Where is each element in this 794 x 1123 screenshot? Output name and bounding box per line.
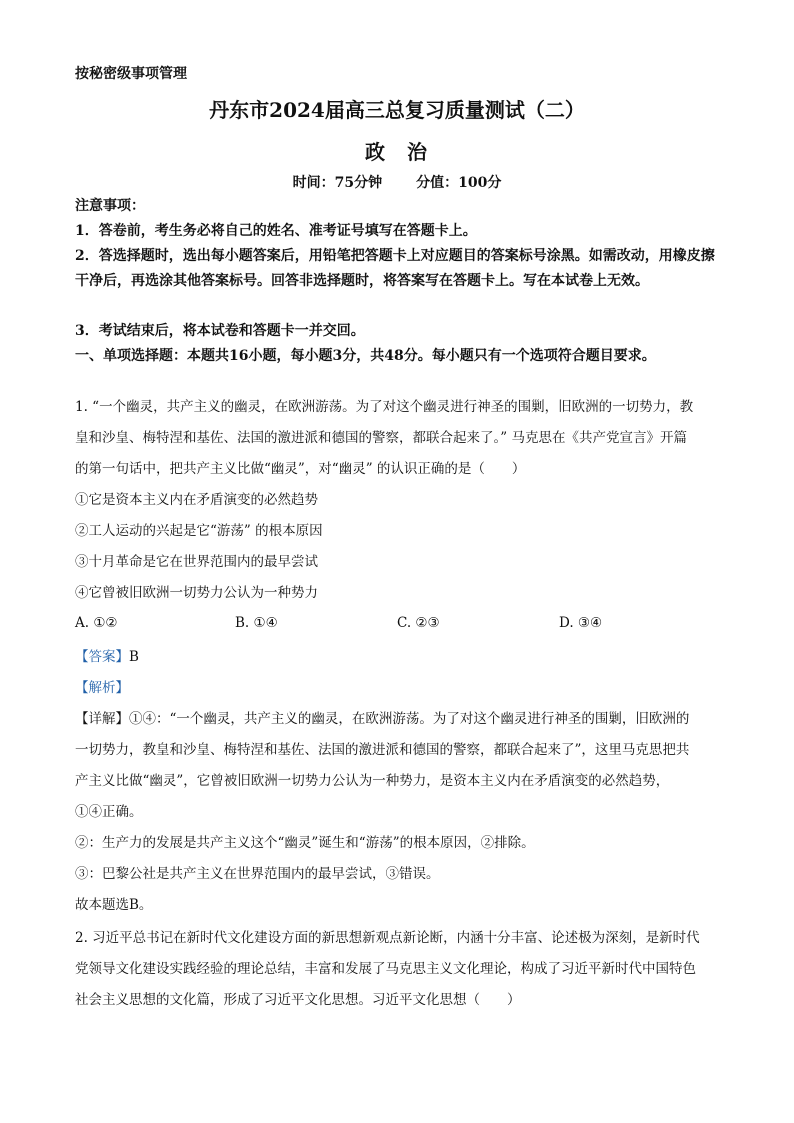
q1-item-2: ②工人运动的兴起是它“游荡” 的根本原因: [75, 523, 323, 539]
q1-item-1: ①它是资本主义内在矛盾演变的必然趋势: [75, 492, 318, 508]
analysis-label: 【解析】: [75, 680, 129, 696]
q1-item-3: ③十月革命是它在世界范围内的最早尝试: [75, 554, 318, 570]
q1-stem-line-2: 皇和沙皇、梅特涅和基佐、法国的激进派和德国的警察，都联合起来了。” 马克思在《共产党宣言》开篇: [75, 430, 687, 446]
q1-detail-line-6: ③：巴黎公社是共产主义在世界范围内的最早尝试，③错误。: [75, 866, 440, 882]
subject-title: [0, 136, 794, 165]
subject-char-2: 治: [407, 140, 429, 164]
q1-detail-line-4: ①④正确。: [75, 804, 143, 820]
q1-conclusion: 故本题选B。: [75, 897, 153, 913]
q1-detail-line-3: 产主义比做“幽灵”，它曾被旧欧洲一切势力公认为一种势力，是资本主义内在矛盾演变的必然趋势，: [75, 773, 670, 789]
q1-option-a: A. ①②: [75, 615, 118, 631]
q1-answer: [75, 647, 139, 667]
q1-option-b: B. ①④: [235, 615, 278, 631]
exam-time: 时间：75分钟: [292, 175, 383, 191]
q1-detail-line-2: 一切势力，教皇和沙皇、梅特涅和基佐、法国的激进派和德国的警察，都联合起来了”，这里马克思把共: [75, 742, 690, 758]
exam-score: 分值：100分: [416, 175, 502, 191]
q1-stem-line-1: 1. “一个幽灵，共产主义的幽灵，在欧洲游荡。为了对这个幽灵进行神圣的围剿，旧欧洲的一切势力，教: [75, 399, 694, 415]
q1-detail-line-1: 【详解】①④：“一个幽灵，共产主义的幽灵，在欧洲游荡。为了对这个幽灵进行神圣的围剿，旧欧洲的: [75, 711, 690, 727]
exam-meta: [0, 172, 794, 192]
exam-title: 丹东市2024届高三总复习质量测试（二）: [209, 98, 585, 122]
q1-option-c: C. ②③: [397, 615, 440, 631]
notice-item-2: 2．答选择题时，选出每小题答案后，用铅笔把答题卡上对应题目的答案标号涂黑。如需改动，用橡皮擦干净后，再选涂其他答案标号。回答非选择题时，将答案写在答题卡上。写在本试卷上无效。: [75, 248, 715, 289]
q2-stem-line-1: 2. 习近平总书记在新时代文化建设方面的新思想新观点新论断，内涵十分丰富、论述极为深刻，是新时代: [75, 930, 700, 946]
q1-detail-line-5: ②：生产力的发展是共产主义这个“幽灵”诞生和“游荡”的根本原因，②排除。: [75, 835, 535, 851]
q1-stem-line-3: 的第一句话中，把共产主义比做“幽灵”，对“幽灵” 的认识正确的是（ ）: [75, 461, 526, 477]
notice-heading: 注意事项：: [75, 198, 145, 214]
q1-item-4: ④它曾被旧欧洲一切势力公认为一种势力: [75, 585, 318, 601]
notice-item-1: 1．答卷前，考生务必将自己的姓名、准考证号填写在答题卡上。: [75, 223, 477, 239]
section-heading: 一、单项选择题：本题共16小题，每小题3分，共48分。每小题只有一个选项符合题目要求。: [75, 348, 656, 364]
answer-value: B: [129, 649, 139, 665]
secret-level-label: 按秘密级事项管理: [75, 66, 187, 82]
subject-char-1: 政: [365, 140, 387, 164]
notice-item-3: 3．考试结束后，将本试卷和答题卡一并交回。: [75, 323, 365, 339]
q2-stem-line-3: 社会主义思想的文化篇，形成了习近平文化思想。习近平文化思想（ ）: [75, 992, 521, 1008]
answer-label: 【答案】: [75, 649, 129, 665]
q1-option-d: D. ③④: [559, 615, 603, 631]
q2-stem-line-2: 党领导文化建设实践经验的理论总结，丰富和发展了马克思主义文化理论，构成了习近平新时代中国特色: [75, 961, 696, 977]
